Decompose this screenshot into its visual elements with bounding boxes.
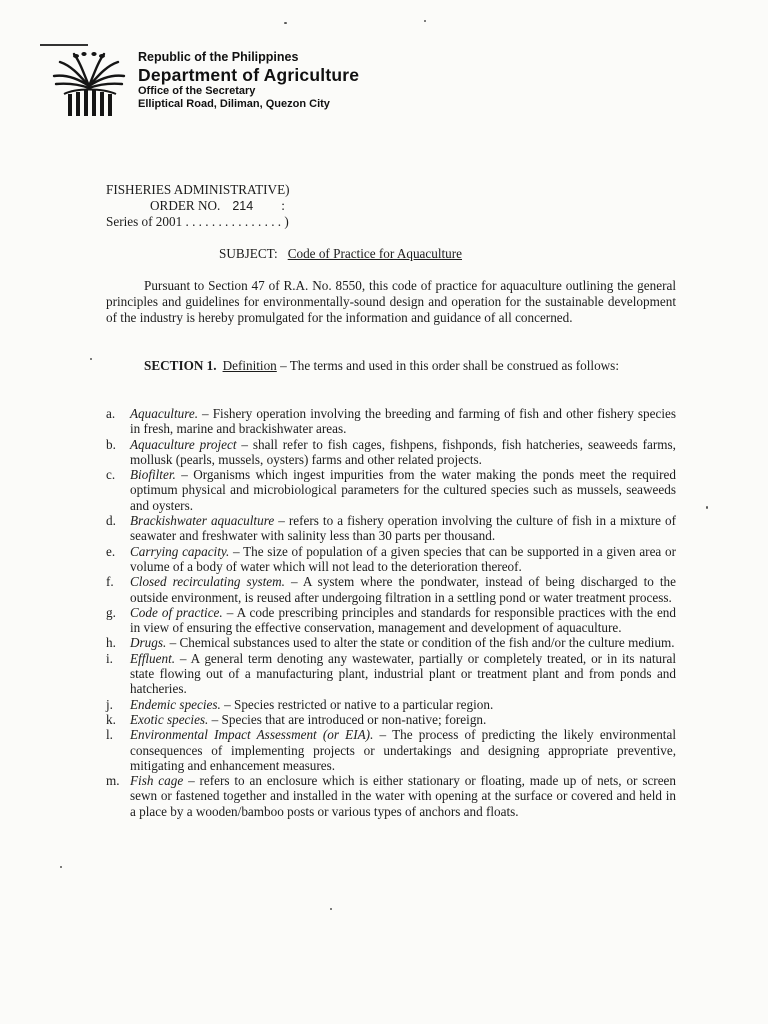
section-1 bbox=[106, 358, 676, 374]
definition-term: Fish cage bbox=[130, 773, 184, 789]
definition-item bbox=[106, 406, 676, 437]
definition-text: – Fishery operation involving the breeding and farming of fish and other fishery species in fresh, marine and brackishwater areas. bbox=[130, 406, 676, 437]
definition-text: – Organisms which ingest impurities from the water making the ponds meet the required optimum physical and microbiological parameters for the cultured species such as mussels, seaweeds and oysters. bbox=[130, 467, 676, 513]
section-1-label: SECTION 1. bbox=[144, 358, 217, 373]
definition-item bbox=[106, 635, 676, 650]
definition-text: – The size of population of a given species that can be supported in a given area or volume of a body of water which will not lead to the deterioration thereof. bbox=[130, 543, 676, 574]
definition-item bbox=[106, 467, 676, 513]
definition-term: Aquaculture project bbox=[130, 436, 237, 452]
definition-item bbox=[106, 513, 676, 544]
definition-term: Drugs. bbox=[130, 635, 167, 651]
order-line-2 bbox=[106, 198, 290, 214]
definition-marker: f. bbox=[106, 574, 114, 590]
definition-text: – refers to a fishery operation involving the culture of fish in a mixture of seawater and freshwater with salinity less than 30 parts per thousand. bbox=[130, 513, 676, 544]
letterhead-department: Department of Agriculture bbox=[138, 65, 360, 85]
definition-term: Endemic species. bbox=[130, 696, 221, 712]
scan-mark bbox=[40, 44, 88, 46]
department-seal-icon bbox=[46, 50, 132, 122]
definition-marker: d. bbox=[106, 513, 116, 529]
definition-term: Environmental Impact Assessment (or EIA). bbox=[130, 727, 374, 743]
section-1-title: Definition bbox=[222, 358, 277, 373]
subject-label: SUBJECT: bbox=[219, 246, 278, 261]
scan-speck bbox=[284, 22, 287, 24]
order-line-2-end: : bbox=[281, 198, 285, 213]
definition-text: – A code prescribing principles and standards for responsible practices with the end in view of ensuring the effective conservation, management and development of aquaculture. bbox=[130, 604, 676, 636]
definition-term: Exotic species. bbox=[130, 711, 209, 727]
order-number: 214 bbox=[232, 199, 254, 213]
definition-marker: b. bbox=[106, 436, 116, 452]
intro-paragraph: Pursuant to Section 47 of R.A. No. 8550, this code of practice for aquaculture outlining the general principles and guidelines for environmentally-sound design and operation for the sustainable development of the industry is hereby promulgated for the information and guidance of all concerned. bbox=[106, 278, 676, 325]
definition-item bbox=[106, 651, 676, 697]
definition-marker: g. bbox=[106, 604, 116, 620]
scan-speck bbox=[60, 866, 62, 868]
definition-marker: h. bbox=[106, 635, 116, 651]
definition-marker: i. bbox=[106, 650, 113, 666]
definition-item bbox=[106, 773, 676, 819]
definition-marker: e. bbox=[106, 543, 116, 559]
definition-term: Closed recirculating system. bbox=[130, 574, 285, 590]
definition-term: Carrying capacity. bbox=[130, 543, 230, 559]
definition-item bbox=[106, 605, 676, 636]
definition-text: – Species that are introduced or non-native; foreign. bbox=[208, 711, 487, 727]
definition-item bbox=[106, 697, 676, 712]
definition-marker: m. bbox=[106, 773, 120, 789]
definition-text: – shall refer to fish cages, fishpens, fishponds, fish hatcheries, seaweeds farms, mollusk (pearls, mussels, oysters) farms and other related projects. bbox=[130, 436, 676, 467]
definition-item bbox=[106, 544, 676, 575]
letterhead-office: Office of the Secretary bbox=[138, 85, 256, 97]
scan-speck bbox=[90, 358, 92, 360]
subject-title: Code of Practice for Aquaculture bbox=[287, 246, 463, 261]
definition-marker: l. bbox=[106, 727, 113, 743]
definition-marker: c. bbox=[106, 467, 116, 483]
definition-text: – The process of predicting the likely environmental consequences of implementing projects or undertakings and designing appropriate preventive, mitigating and enhancement measures. bbox=[130, 727, 676, 773]
definition-item bbox=[106, 574, 676, 605]
definition-term: Brackishwater aquaculture bbox=[130, 513, 275, 529]
definition-text: – A system where the pondwater, instead of being discharged to the outside environment, is reused after undergoing filtration in a settling pond or water treatment process. bbox=[130, 574, 676, 605]
definition-term: Aquaculture. bbox=[130, 406, 198, 421]
definition-text: – Chemical substances used to alter the state or condition of the fish and/or the culture medium. bbox=[166, 635, 675, 651]
definition-term: Effluent. bbox=[130, 650, 176, 666]
scan-speck bbox=[330, 908, 332, 910]
letterhead-address: Elliptical Road, Diliman, Quezon City bbox=[138, 98, 330, 110]
definition-text: – refers to an enclosure which is either stationary or floating, made up of nets, or screen sewn or fastened together and installed in the water with opening at the surface or covered and held in a place by a wooden/bamboo posts or various types of anchors and floats. bbox=[130, 773, 676, 819]
order-block bbox=[106, 182, 290, 230]
scan-speck bbox=[424, 20, 426, 22]
definition-item bbox=[106, 437, 676, 468]
order-number-label: ORDER NO. bbox=[150, 198, 221, 213]
order-line-1: FISHERIES ADMINISTRATIVE) bbox=[106, 182, 290, 197]
definition-item bbox=[106, 727, 676, 773]
letterhead-republic: Republic of the Philippines bbox=[138, 50, 299, 64]
definitions-list bbox=[106, 406, 676, 819]
definition-item bbox=[106, 712, 676, 727]
definition-term: Biofilter. bbox=[130, 467, 176, 483]
definition-marker: k. bbox=[106, 711, 116, 727]
letterhead bbox=[138, 50, 359, 111]
definition-text: – Species restricted or native to a particular region. bbox=[220, 696, 494, 712]
definition-text: – A general term denoting any wastewater, partially or completely treated, or in its natural state flowing out of a manufacturing plant, industrial plant or treatment plant and from ponds and hatcheries. bbox=[130, 650, 676, 697]
definition-marker: a. bbox=[106, 406, 116, 421]
scan-speck bbox=[706, 506, 708, 509]
section-1-text: – The terms and used in this order shall be construed as follows: bbox=[276, 358, 619, 373]
subject-line bbox=[219, 246, 462, 262]
order-series: Series of 2001 . . . . . . . . . . . . . . . ) bbox=[106, 214, 289, 229]
definition-term: Code of practice. bbox=[130, 604, 223, 620]
definition-marker: j. bbox=[106, 696, 113, 712]
